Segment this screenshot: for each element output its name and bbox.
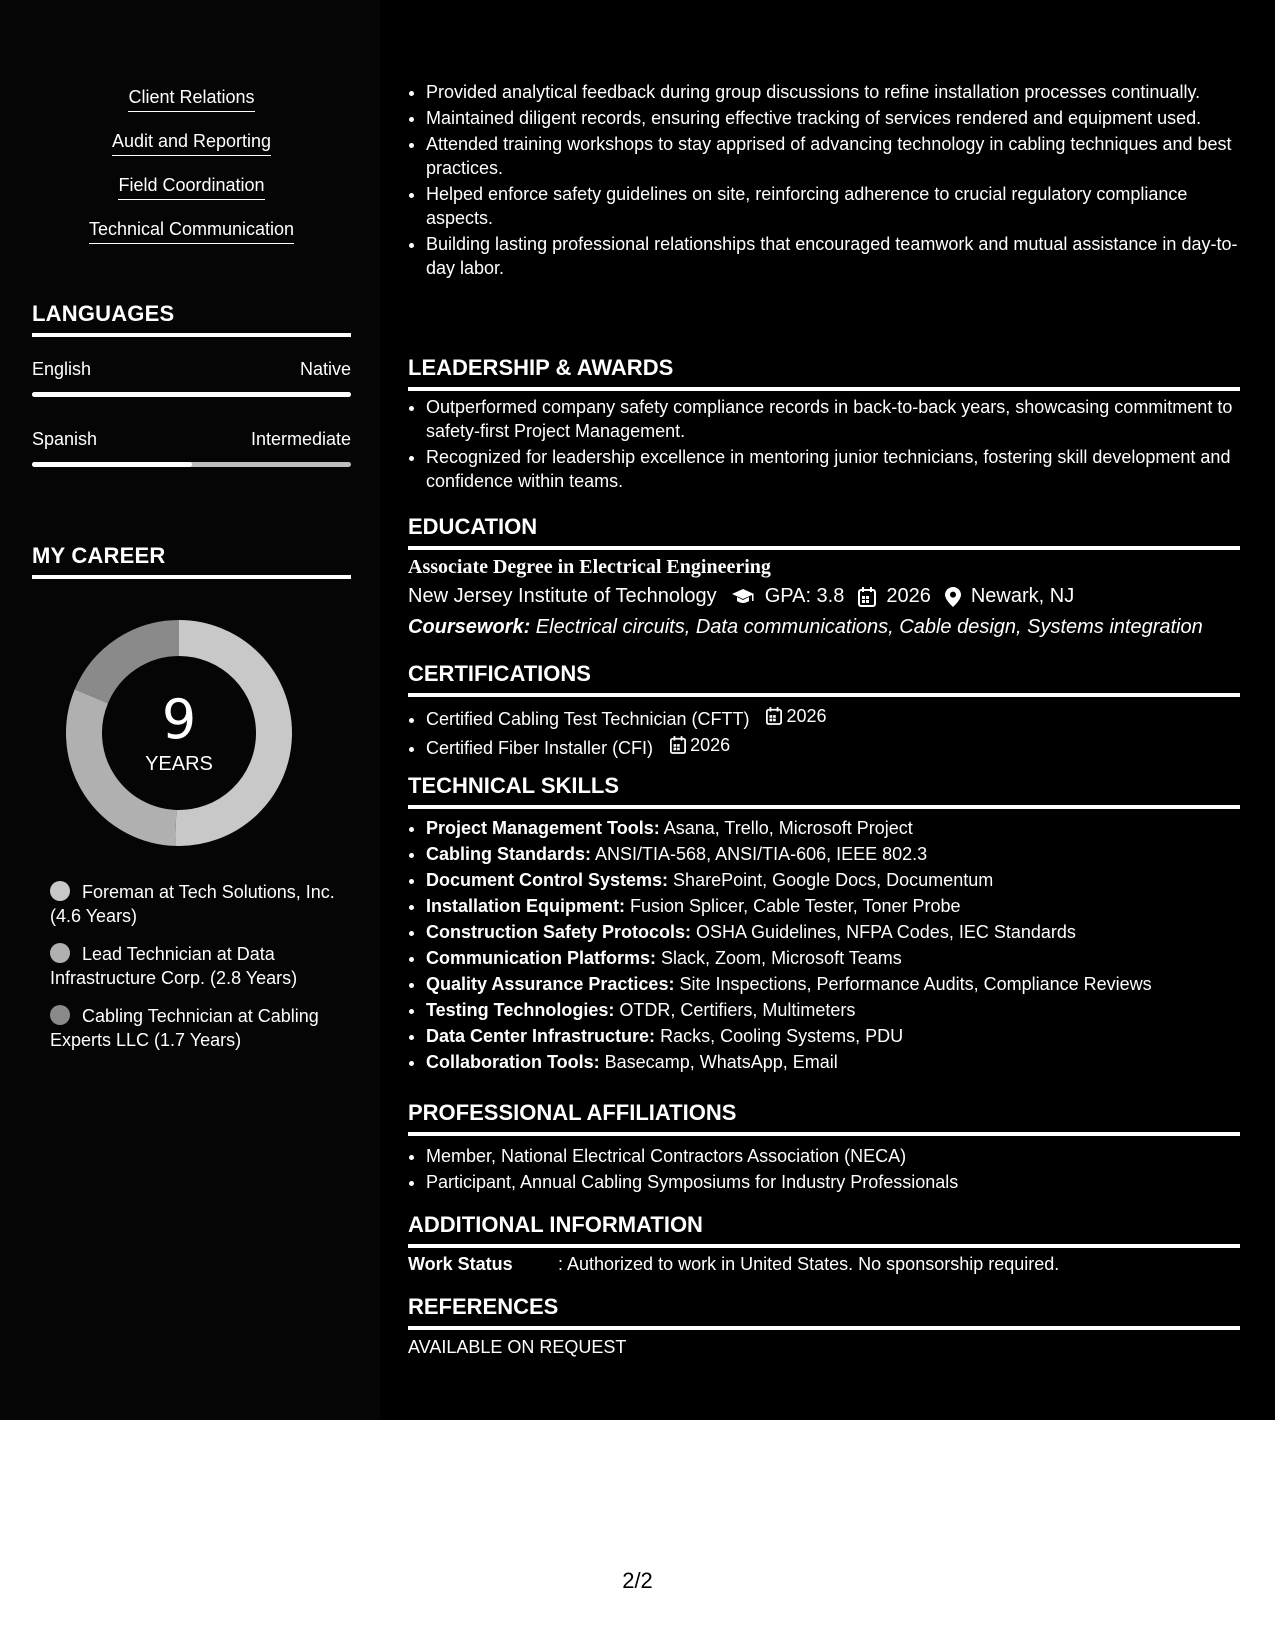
- tech-skill-value: Slack, Zoom, Microsoft Teams: [656, 948, 902, 968]
- education-heading: EDUCATION: [408, 514, 1240, 550]
- career-item: [50, 1004, 340, 1052]
- calendar-icon: [858, 587, 876, 607]
- tech-skill-item: [426, 842, 1240, 866]
- language-name: English: [32, 359, 92, 379]
- tech-skill-item: [426, 998, 1240, 1022]
- skill-item: Audit and Reporting: [112, 129, 271, 156]
- career-heading: MY CAREER: [32, 543, 351, 579]
- work-status-row: [408, 1254, 1240, 1275]
- school-name: New Jersey Institute of Technology: [408, 585, 717, 607]
- calendar-icon: [670, 736, 686, 754]
- experience-bullet: • Maintained diligent records, ensuring effective tracking of services rendered and equipment used.: [426, 106, 1240, 130]
- career-item: [50, 880, 340, 928]
- technical-skills-list: [408, 816, 1240, 1076]
- additional-info-heading: ADDITIONAL INFORMATION: [408, 1212, 1240, 1248]
- legend-dot: [50, 943, 70, 963]
- tech-skill-item: [426, 894, 1240, 918]
- page-number: 2/2: [622, 1568, 653, 1593]
- references-text: AVAILABLE ON REQUEST: [408, 1337, 627, 1357]
- work-status-value: : Authorized to work in United States. No sponsorship required.: [558, 1254, 1060, 1274]
- certification-name: Certified Fiber Installer (CFI): [426, 738, 654, 758]
- education-entry: [408, 556, 1240, 639]
- language-name: Spanish: [32, 429, 98, 449]
- tech-skill-label: Communication Platforms:: [426, 948, 657, 968]
- tech-skill-item: [426, 972, 1240, 996]
- experience-bullet: • Helped enforce safety guidelines on site, reinforcing adherence to crucial regulatory compliance aspects.: [426, 182, 1240, 230]
- tech-skill-label: Collaboration Tools:: [426, 1052, 600, 1072]
- work-status-label: Work Status: [408, 1254, 513, 1274]
- affiliation-item: • Participant, Annual Cabling Symposiums for Industry Professionals: [426, 1170, 1240, 1194]
- degree-title: Associate Degree in Electrical Engineering: [408, 556, 771, 578]
- experience-bullets: [408, 80, 1240, 282]
- language-level: Native: [299, 359, 351, 379]
- leadership-heading: LEADERSHIP & AWARDS: [408, 355, 1240, 391]
- experience-bullet: • Attended training workshops to stay apprised of advancing technology in cabling techniques and best practices.: [426, 132, 1240, 180]
- coursework-list: Electrical circuits, Data communications, Cable design, Systems integration: [530, 616, 1203, 638]
- total-years-label: YEARS: [145, 752, 213, 775]
- skill-item: Client Relations: [128, 85, 254, 112]
- affiliation-item: • Member, National Electrical Contractors Association (NECA): [426, 1144, 1240, 1168]
- certification-item: [426, 733, 1240, 760]
- certification-item: [426, 704, 1240, 731]
- skill-item: Field Coordination: [118, 173, 264, 200]
- tech-skill-item: [426, 920, 1240, 944]
- career-donut-chart: [66, 620, 292, 846]
- affiliations-list: [408, 1144, 1240, 1196]
- language-bar-fill: [32, 392, 351, 397]
- language-bar-fill: [32, 462, 192, 467]
- tech-skill-item: [426, 1024, 1240, 1048]
- languages-heading: LANGUAGES: [32, 301, 351, 337]
- tech-skill-value: Site Inspections, Performance Audits, Compliance Reviews: [674, 974, 1152, 994]
- certification-name: Certified Cabling Test Technician (CFTT): [426, 709, 750, 729]
- tech-skill-value: OTDR, Certifiers, Multimeters: [614, 1000, 856, 1020]
- graduation-cap-icon: [731, 588, 755, 606]
- total-years-value: 9: [161, 687, 197, 751]
- tech-skill-label: Project Management Tools:: [426, 818, 660, 838]
- technical-skills-heading: TECHNICAL SKILLS: [408, 773, 1240, 809]
- location-pin-icon: [945, 587, 961, 607]
- language-bar: [32, 462, 351, 467]
- tech-skill-label: Cabling Standards:: [426, 844, 592, 864]
- tech-skill-label: Quality Assurance Practices:: [426, 974, 675, 994]
- leadership-item: • Outperformed company safety compliance records in back-to-back years, showcasing commitment to safety-first Project Management.: [426, 395, 1240, 443]
- career-legend: [50, 880, 340, 1066]
- skills-list: [32, 85, 351, 261]
- tech-skill-label: Document Control Systems:: [426, 870, 669, 890]
- tech-skill-value: Asana, Trello, Microsoft Project: [659, 818, 913, 838]
- education-details: [408, 585, 1240, 608]
- certifications-heading: CERTIFICATIONS: [408, 661, 1240, 697]
- career-role-text: Lead Technician at Data Infrastructure Corp. (2.8 Years): [50, 944, 298, 988]
- tech-skill-label: Construction Safety Protocols:: [426, 922, 692, 942]
- tech-skill-item: [426, 816, 1240, 840]
- experience-bullet: • Building lasting professional relationships that encouraged teamwork and mutual assistance in day-to-day labor.: [426, 232, 1240, 280]
- tech-skill-value: ANSI/TIA-568, ANSI/TIA-606, IEEE 802.3: [591, 844, 928, 864]
- tech-skill-item: [426, 946, 1240, 970]
- sidebar: [0, 0, 380, 1420]
- graduation-year: 2026: [886, 585, 931, 607]
- certification-year: 2026: [690, 735, 731, 755]
- tech-skill-label: Testing Technologies:: [426, 1000, 615, 1020]
- affiliations-heading: PROFESSIONAL AFFILIATIONS: [408, 1100, 1240, 1136]
- career-item: [50, 942, 340, 990]
- language-bar: [32, 392, 351, 397]
- coursework: [408, 616, 1240, 639]
- tech-skill-label: Installation Equipment:: [426, 896, 626, 916]
- leadership-list: [408, 395, 1240, 495]
- tech-skill-item: [426, 1050, 1240, 1074]
- references-heading: REFERENCES: [408, 1294, 1240, 1330]
- career-role-text: Cabling Technician at Cabling Experts LLC (1.7 Years): [50, 1006, 319, 1050]
- skill-item: Technical Communication: [89, 217, 294, 244]
- coursework-label: Coursework:: [408, 616, 531, 638]
- tech-skill-value: Fusion Splicer, Cable Tester, Toner Probe: [625, 896, 961, 916]
- legend-dot: [50, 881, 70, 901]
- certifications-list: [408, 704, 1240, 762]
- school-location: Newark, NJ: [970, 585, 1075, 607]
- tech-skill-value: OSHA Guidelines, NFPA Codes, IEC Standards: [691, 922, 1076, 942]
- tech-skill-value: Racks, Cooling Systems, PDU: [655, 1026, 904, 1046]
- tech-skill-label: Data Center Infrastructure:: [426, 1026, 656, 1046]
- legend-dot: [50, 1005, 70, 1025]
- career-role-text: Foreman at Tech Solutions, Inc. (4.6 Years): [50, 882, 335, 926]
- calendar-icon: [766, 707, 782, 725]
- tech-skill-item: [426, 868, 1240, 892]
- leadership-item: • Recognized for leadership excellence in mentoring junior technicians, fostering skill development and confidence within teams.: [426, 445, 1240, 493]
- gpa: GPA: 3.8: [764, 585, 845, 607]
- tech-skill-value: Basecamp, WhatsApp, Email: [599, 1052, 838, 1072]
- language-level: Intermediate: [250, 429, 351, 449]
- language-spanish: [32, 429, 351, 467]
- language-english: [32, 359, 351, 397]
- certification-year: 2026: [786, 706, 827, 726]
- experience-bullet: • Provided analytical feedback during group discussions to refine installation processes continually.: [426, 80, 1240, 104]
- tech-skill-value: SharePoint, Google Docs, Documentum: [668, 870, 994, 890]
